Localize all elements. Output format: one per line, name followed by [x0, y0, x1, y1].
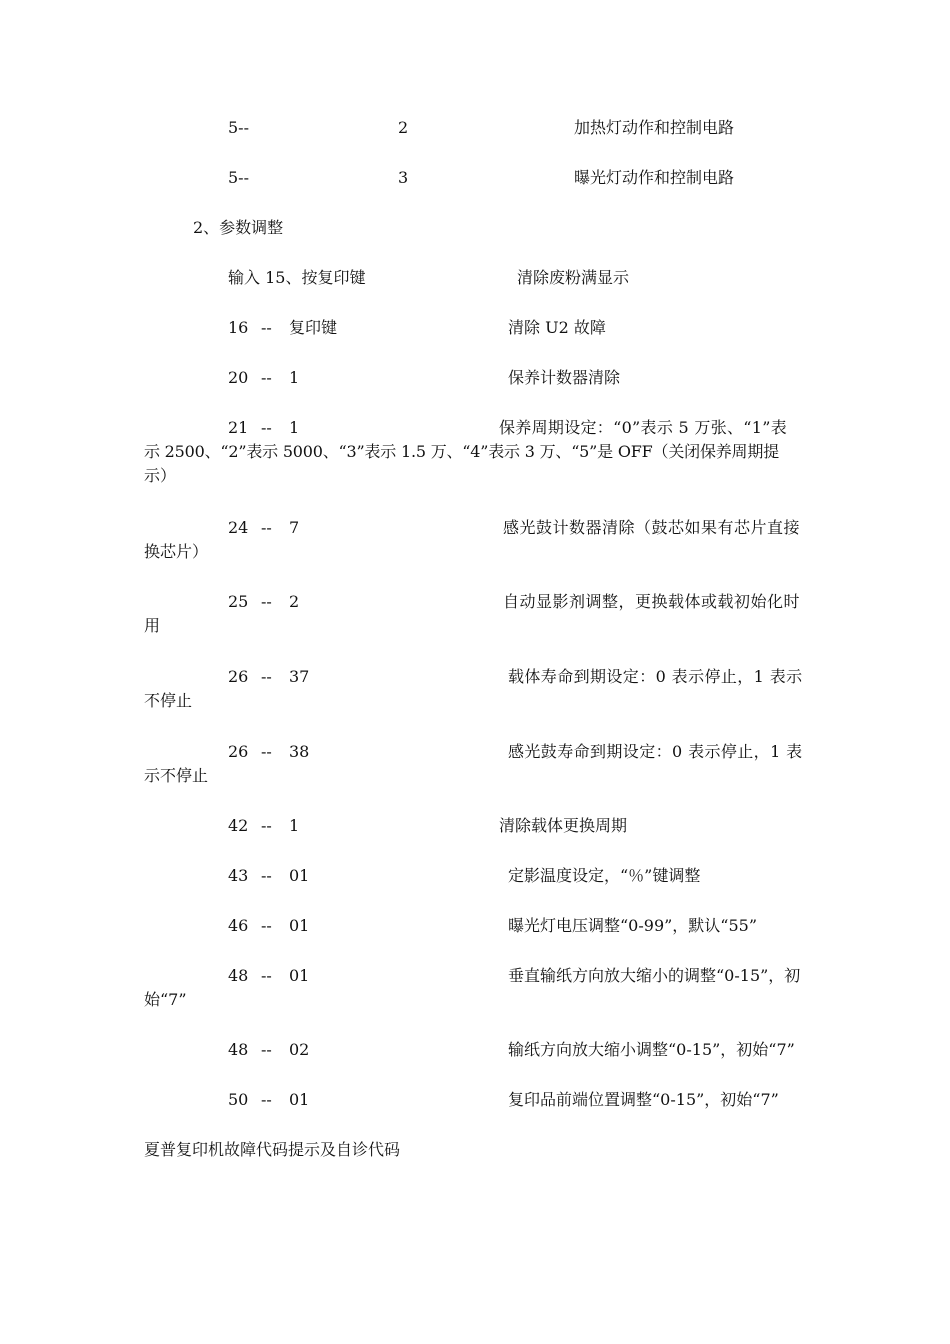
row-26-37-desc-line2: 不停止 — [144, 691, 193, 710]
row-46-sep: -- — [261, 916, 272, 935]
row-43-sub: 01 — [289, 866, 310, 885]
row-50-sub: 01 — [289, 1090, 310, 1109]
row-46-sub: 01 — [289, 916, 310, 935]
row-24-code: 24 — [228, 518, 249, 537]
row-46-desc: 曝光灯电压调整“0-99”，默认“55” — [508, 916, 758, 935]
row-25-desc-line1: 自动显影剂调整，更换载体或载初始化时 — [503, 592, 801, 611]
row-50-sep: -- — [261, 1090, 272, 1109]
row-21-sep: -- — [261, 418, 272, 437]
row-48-01-sub: 01 — [289, 966, 310, 985]
row-26-37-sub: 37 — [289, 667, 310, 686]
row-26-38-sub: 38 — [289, 742, 310, 761]
row-26-38-desc-line2: 示不停止 — [144, 766, 209, 785]
row-42-sub: 1 — [289, 816, 300, 835]
row-20-sep: -- — [261, 368, 272, 387]
row-42-desc: 清除载体更换周期 — [499, 816, 628, 835]
sub-5-3: 3 — [398, 168, 409, 187]
desc-5-2: 加热灯动作和控制电路 — [574, 118, 735, 137]
row-26-38-code: 26 — [228, 742, 249, 761]
code-5-3: 5-- — [228, 168, 249, 187]
row-15-desc: 清除废粉满显示 — [517, 268, 630, 287]
row-42-code: 42 — [228, 816, 249, 835]
sub-5-2: 2 — [398, 118, 409, 137]
row-50-desc: 复印品前端位置调整“0-15”，初始“7” — [508, 1090, 779, 1109]
row-48-01-desc-line2: 始“7” — [144, 990, 187, 1009]
row-20-code: 20 — [228, 368, 249, 387]
row-26-37-sep: -- — [261, 667, 272, 686]
row-43-sep: -- — [261, 866, 272, 885]
row-48-01-desc-line1: 垂直输纸方向放大缩小的调整“0-15”，初 — [508, 966, 801, 985]
row-48-02-sep: -- — [261, 1040, 272, 1059]
row-21-desc-line3: 示） — [144, 466, 177, 485]
row-25-sep: -- — [261, 592, 272, 611]
row-20-sub: 1 — [289, 368, 300, 387]
row-48-02-desc: 输纸方向放大缩小调整“0-15”，初始“7” — [508, 1040, 795, 1059]
row-48-02-code: 48 — [228, 1040, 249, 1059]
row-25-sub: 2 — [289, 592, 300, 611]
row-48-01-sep: -- — [261, 966, 272, 985]
row-25-desc-line2: 用 — [144, 616, 161, 635]
footer-title: 夏普复印机故障代码提示及自诊代码 — [144, 1140, 401, 1159]
row-24-desc-line1: 感光鼓计数器清除（鼓芯如果有芯片直接 — [503, 518, 801, 537]
row-26-37-code: 26 — [228, 667, 249, 686]
row-16-sep: -- — [261, 318, 272, 337]
row-42-sep: -- — [261, 816, 272, 835]
row-16-sub: 复印键 — [289, 318, 338, 337]
row-24-desc-line2: 换芯片） — [144, 542, 209, 561]
row-20-desc: 保养计数器清除 — [508, 368, 621, 387]
row-24-sub: 7 — [289, 518, 300, 537]
row-43-code: 43 — [228, 866, 249, 885]
row-26-38-desc-line1: 感光鼓寿命到期设定：0 表示停止，1 表 — [508, 742, 803, 761]
desc-5-3: 曝光灯动作和控制电路 — [574, 168, 735, 187]
row-50-code: 50 — [228, 1090, 249, 1109]
row-16-desc: 清除 U2 故障 — [508, 318, 606, 337]
row-21-sub: 1 — [289, 418, 300, 437]
row-26-38-sep: -- — [261, 742, 272, 761]
row-24-sep: -- — [261, 518, 272, 537]
row-21-desc-line1: 保养周期设定：“0”表示 5 万张、“1”表 — [499, 418, 788, 437]
code-5-2: 5-- — [228, 118, 249, 137]
row-16-code: 16 — [228, 318, 249, 337]
row-21-code: 21 — [228, 418, 249, 437]
row-48-02-sub: 02 — [289, 1040, 310, 1059]
row-48-01-code: 48 — [228, 966, 249, 985]
row-43-desc: 定影温度设定，“％”键调整 — [508, 866, 701, 885]
row-25-code: 25 — [228, 592, 249, 611]
row-46-code: 46 — [228, 916, 249, 935]
row-26-37-desc-line1: 载体寿命到期设定：0 表示停止，1 表示 — [508, 667, 803, 686]
section-title: 2、参数调整 — [193, 218, 284, 237]
row-21-desc-line2: 示 2500、“2”表示 5000、“3”表示 1.5 万、“4”表示 3 万、“5”是 OFF（关闭保养周期提 — [144, 442, 779, 461]
row-15-left: 输入 15、按复印键 — [228, 268, 366, 287]
